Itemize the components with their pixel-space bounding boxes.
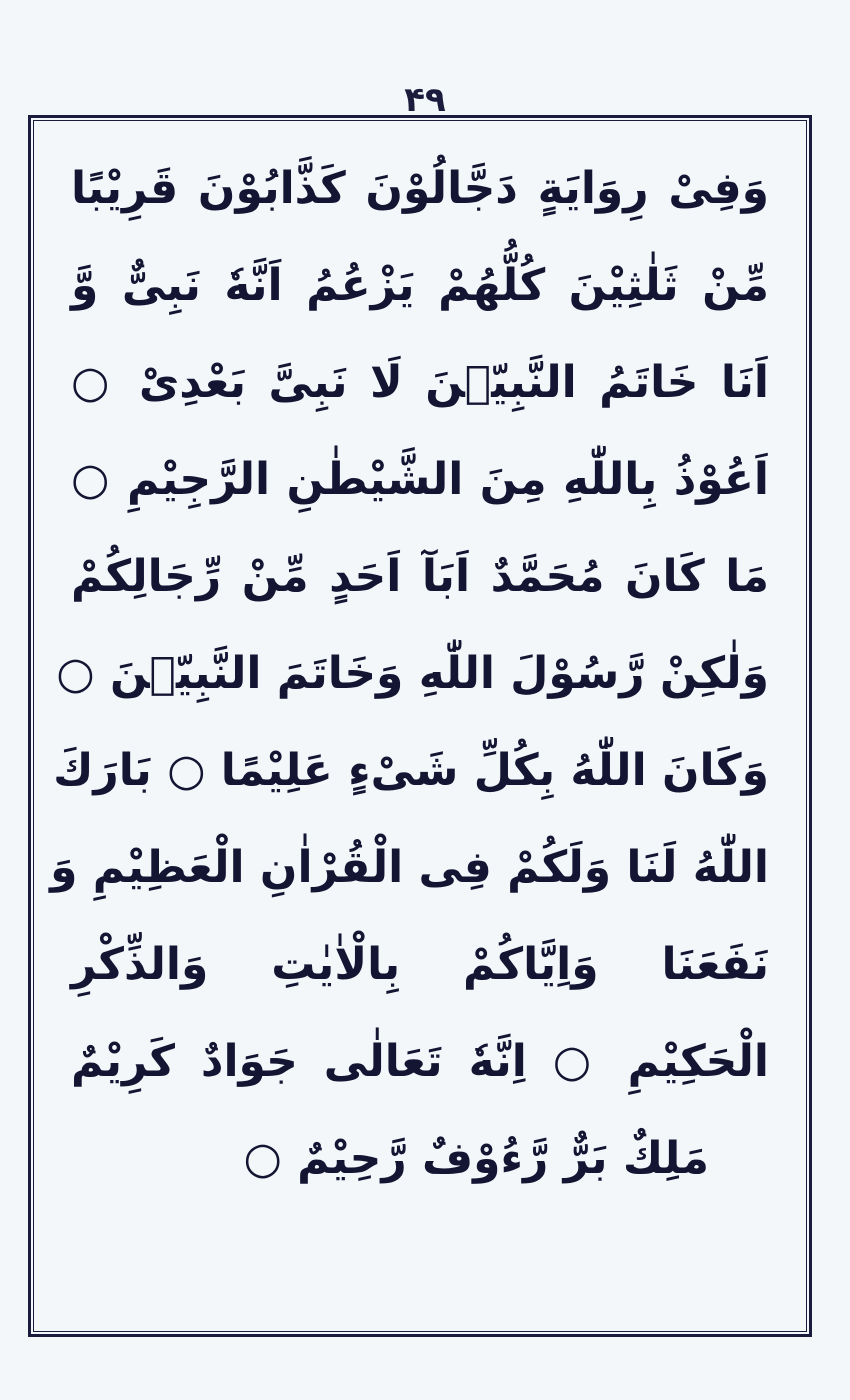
text-line: نَفَعَنَا وَاِیَّاكُمْ بِالْاٰیٰتِ وَالذِّكْرِ	[71, 939, 769, 990]
text-line: اَعُوْذُ بِاللّٰهِ مِنَ الشَّیْطٰنِ الرَّجِیْمِ ○	[71, 454, 769, 505]
text-line: اللّٰهُ لَنَا وَلَكُمْ فِی الْقُرْاٰنِ الْعَظِیْمِ وَ	[50, 842, 769, 893]
page-frame	[28, 115, 812, 1337]
arabic-text-block	[50, 140, 769, 1207]
text-line: مِّنْ ثَلٰثِیْنَ كُلُّهُمْ یَزْعُمُ اَنَّهٗ نَبِیٌّ وَّ	[71, 260, 769, 311]
page-number: ۴۹	[404, 80, 446, 120]
text-line: وَلٰكِنْ رَّسُوْلَ اللّٰهِ وَخَاتَمَ النَّبِیّٖنَ ○	[56, 648, 769, 699]
text-line-last: مَلِكٌ بَرٌّ رَّءُوْفٌ رَّحِیْمٌ ○	[243, 1133, 709, 1184]
text-line: الْحَكِیْمِ ○ اِنَّهٗ تَعَالٰی جَوَادٌ كَرِیْمٌ	[71, 1036, 769, 1087]
text-line: مَا كَانَ مُحَمَّدٌ اَبَآ اَحَدٍ مِّنْ رِّجَالِكُمْ	[71, 551, 769, 602]
text-line: وَفِیْ رِوَایَةٍ دَجَّالُوْنَ كَذَّابُوْنَ قَرِیْبًا	[71, 163, 769, 214]
text-line: اَنَا خَاتَمُ النَّبِیّٖنَ لَا نَبِیَّ بَعْدِیْ ○	[71, 357, 769, 408]
text-line: وَكَانَ اللّٰهُ بِكُلِّ شَیْءٍ عَلِیْمًا ○ بَارَكَ	[53, 745, 769, 796]
